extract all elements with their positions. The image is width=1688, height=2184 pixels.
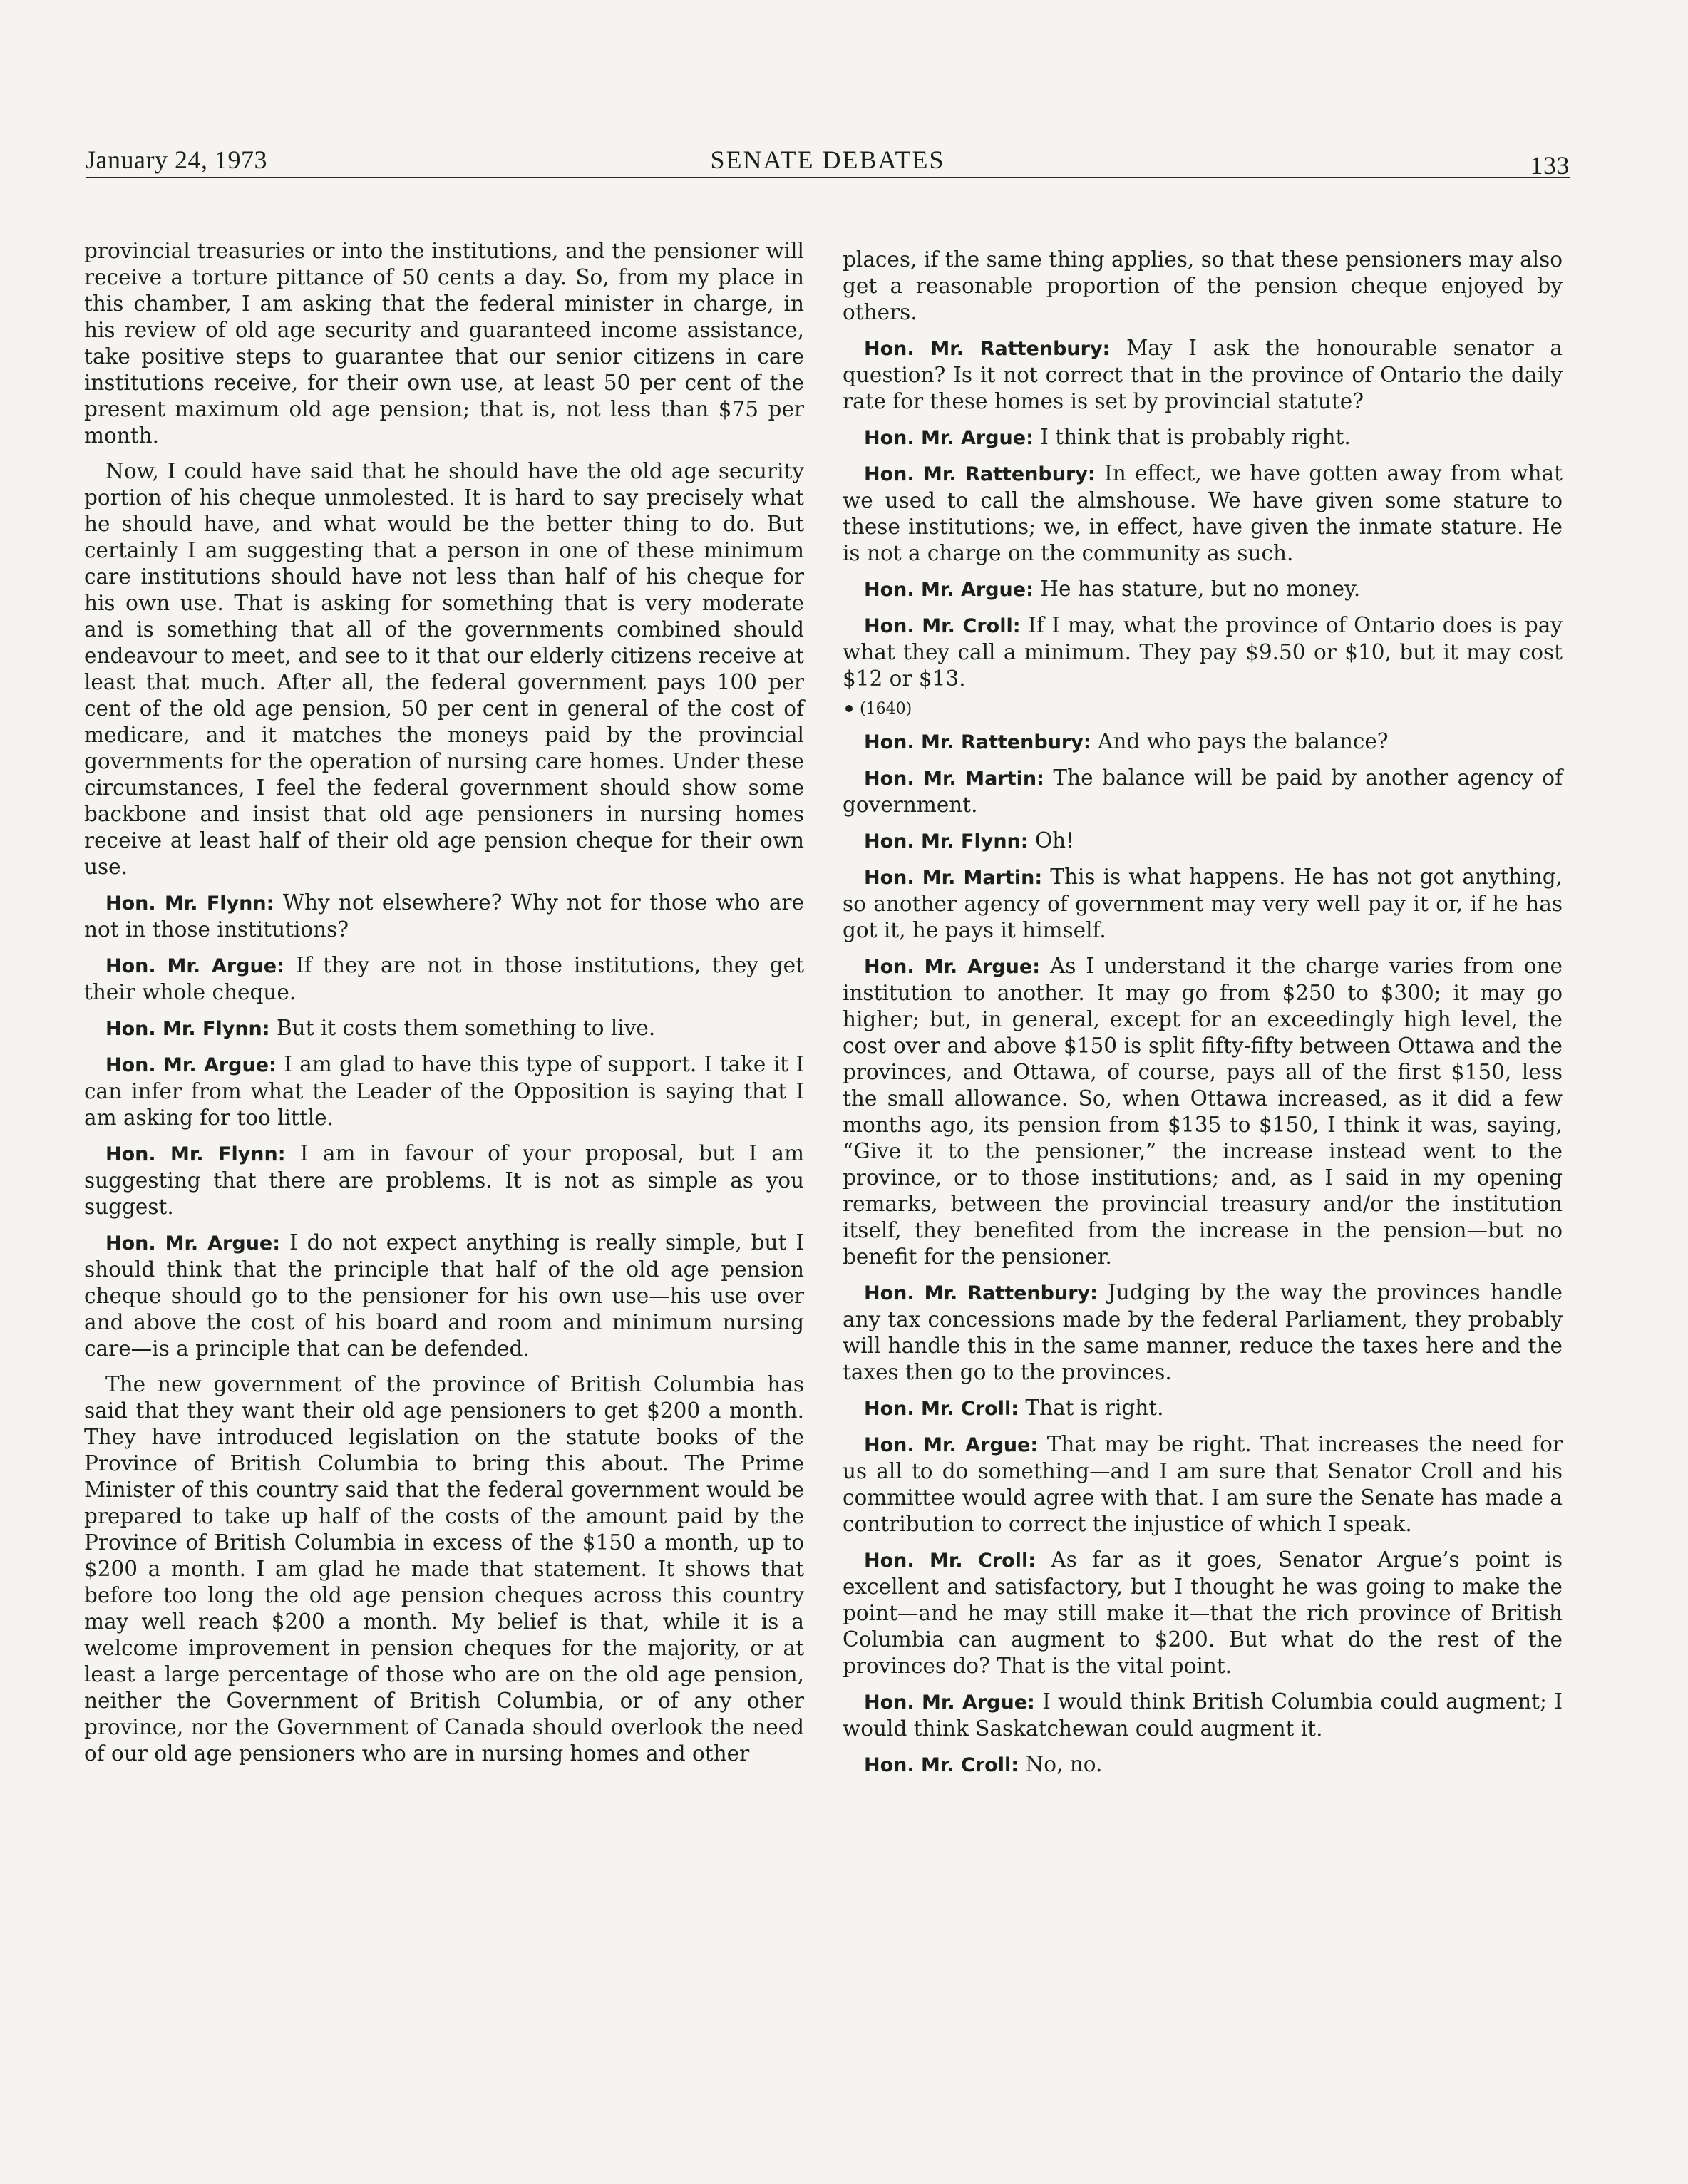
speech-paragraph: [843, 612, 1563, 692]
paragraph-text: The new government of the province of British Columbia has said that they want their old age pensioners to get $200 a month. They have introduced legislation on the statute books of the Province of British Columbia to bring this about. The Prime Minister of this country said that the federal government would be prepared to take up half of the costs of the amount paid by the Province of British Columbia in excess of the $150 a month, up to $200 a month. I am glad he made that statement. It shows that before too long the old age pension cheques across this country may well reach $200 a month. My belief is that, while it is a welcome improvement in pension cheques for the majority, or at least a large percentage of those who are on the old age pension, neither the Government of British Columbia, or of any other province, nor the Government of Canada should overlook the need of our old age pensioners who are in nursing homes and other: [84, 1372, 804, 1766]
paragraph-text: Now, I could have said that he should have the old age security portion of his cheque unmolested. It is hard to say precisely what he should have, and what would be the better thing to do. But certainly I am suggesting that a person in one of these minimum care institutions should have not less than half of his cheque for his own use. That is asking for something that is very moderate and is something that all of the governments combined should endeavour to meet, and see to it that our elderly citizens receive at least that much. After all, the federal government pays 100 per cent of the old age pension, 50 per cent in general of the cost of medicare, and it matches the moneys paid by the provincial governments for the operation of nursing care homes. Under these circumstances, I feel the federal government should show some backbone and insist that old age pensioners in nursing homes receive at least half of their old age pension cheque for their own use.: [84, 459, 804, 879]
speech-paragraph: [843, 1431, 1563, 1537]
speaker-name: Hon. Mr. Argue:: [864, 1434, 1039, 1456]
speaker-name: Hon. Mr. Flynn:: [864, 830, 1029, 853]
speech-paragraph: [843, 1689, 1563, 1742]
speaker-name: Hon. Mr. Argue:: [864, 1691, 1035, 1714]
paragraph: [84, 458, 804, 880]
speech-paragraph: [84, 1051, 804, 1131]
paragraph-text: The balance will be paid by another agency of government.: [843, 766, 1563, 817]
speech-paragraph: [843, 576, 1563, 603]
paragraph-text: And who pays the balance?: [1098, 729, 1389, 753]
left-column: [84, 238, 804, 1776]
paragraph-text: provincial treasuries or into the institutions, and the pensioner will receive a torture pittance of 50 cents a day. So, from my place in this chamber, I am asking that the federal minister in charge, in his review of old age security and guaranteed income assistance, take positive steps to guarantee that our senior citizens in care institutions receive, for their own use, at least 50 per cent of the present maximum old age pension; that is, not less than $75 per month.: [84, 239, 804, 448]
paragraph-text: May I ask the honourable senator a question? Is it not correct that in the province of Ontario the daily rate for these homes is set by provincial statute?: [843, 336, 1563, 413]
speaker-name: Hon. Mr. Croll:: [864, 1398, 1019, 1420]
paragraph-text: In effect, we have gotten away from what we used to call the almshouse. We have given some stature to these institutions; we, in effect, have given the inmate stature. He is not a charge on the community as such.: [843, 461, 1563, 565]
speaker-name: Hon. Mr. Martin:: [864, 867, 1043, 889]
paragraph-text: No, no.: [1025, 1752, 1103, 1776]
right-column: [843, 247, 1563, 1788]
page-number: 133: [1530, 151, 1570, 180]
paragraph-text: He has stature, but no money.: [1040, 577, 1361, 601]
speech-paragraph: [843, 864, 1563, 944]
speaker-name: Hon. Mr. Flynn:: [106, 1018, 270, 1040]
speaker-name: Hon. Mr. Argue:: [864, 579, 1034, 601]
speaker-name: Hon. Mr. Argue:: [864, 427, 1034, 449]
speech-paragraph: [84, 1015, 804, 1042]
paragraph-text: As I understand it the charge varies from one institution to another. It may go from $250 to $300; it may go higher; but, in general, except for an exceedingly high level, the cost over and above $150 is split fifty-fifty between Ottawa and the provinces, and Ottawa, of course, pays all of the first $150, less the small allowance. So, when Ottawa increased, as it did a few months ago, its pension from $135 to $150, I think it was, saying, “Give it to the pensioner,” the increase instead went to the province, or to those institutions; and, as I said in my opening remarks, between the provincial treasury and/or the institution itself, they benefited from the increase in the pension—but no benefit for the pensioner.: [843, 954, 1563, 1269]
time-marker-text: (1640): [860, 700, 912, 718]
speaker-name: Hon. Mr. Croll:: [864, 1754, 1019, 1776]
speaker-name: Hon. Mr. Argue:: [864, 956, 1041, 978]
paragraph-text: I would think British Columbia could augment; I would think Saskatchewan could augment it.: [843, 1689, 1563, 1741]
right-column-part-a: [843, 247, 1563, 692]
speech-paragraph: [84, 890, 804, 943]
paragraph: [84, 238, 804, 449]
speech-paragraph: [843, 953, 1563, 1270]
speaker-name: Hon. Mr. Argue:: [106, 1232, 281, 1255]
speech-paragraph: [843, 1547, 1563, 1679]
paragraph-text: If they are not in those institutions, they get their whole cheque.: [84, 953, 804, 1004]
speaker-name: Hon. Mr. Rattenbury:: [864, 731, 1091, 753]
speech-paragraph: [84, 952, 804, 1006]
paragraph: [843, 247, 1563, 326]
speaker-name: Hon. Mr. Rattenbury:: [864, 1282, 1098, 1304]
speech-paragraph: [843, 1751, 1563, 1778]
speaker-name: Hon. Mr. Rattenbury:: [864, 338, 1111, 360]
paragraph-text: But it costs them something to live.: [276, 1016, 656, 1040]
publication-title: SENATE DEBATES: [710, 145, 945, 174]
speaker-name: Hon. Mr. Flynn:: [106, 892, 274, 915]
speech-paragraph: [843, 424, 1563, 451]
running-header: [86, 143, 1570, 178]
paragraph-text: That may be right. That increases the need for us all to do something—and I am sure that Senator Croll and his committee would agree with that. I am sure the Senate has made a contribution to correct the injustice of which I speak.: [843, 1432, 1563, 1536]
speech-paragraph: [84, 1140, 804, 1220]
paragraph-text: This is what happens. He has not got anything, so another agency of government may very well pay it or, if he has got it, he pays it himself.: [843, 865, 1563, 942]
speech-paragraph: [843, 1279, 1563, 1386]
speech-paragraph: [843, 335, 1563, 415]
right-column-part-b: [843, 728, 1563, 1778]
speaker-name: Hon. Mr. Croll:: [864, 1550, 1036, 1572]
paragraph-text: I am in favour of your proposal, but I am suggesting that there are problems. It is not as simple as you suggest.: [84, 1141, 804, 1219]
paragraph-text: I do not expect anything is really simple, but I should think that the principle that half of the old age pension cheque should go to the pensioner for his own use—his use over and above the cost of his board and room and minimum nursing care—is a principle that can be defended.: [84, 1230, 804, 1361]
speaker-name: Hon. Mr. Flynn:: [106, 1143, 286, 1165]
header-date: January 24, 1973: [86, 145, 267, 174]
paragraph-text: Judging by the way the provinces handle any tax concessions made by the federal Parliament, they probably will handle this in the same manner, reduce the taxes here and the taxes then go to the provinces.: [843, 1280, 1563, 1384]
speaker-name: Hon. Mr. Martin:: [864, 768, 1044, 790]
speaker-name: Hon. Mr. Argue:: [106, 1054, 277, 1076]
paragraph: [84, 1371, 804, 1767]
speaker-name: Hon. Mr. Argue:: [106, 955, 284, 977]
speaker-name: Hon. Mr. Rattenbury:: [864, 463, 1096, 485]
speech-paragraph: [843, 765, 1563, 818]
paragraph-text: That is right.: [1025, 1396, 1164, 1420]
paragraph-text: If I may, what the province of Ontario does is pay what they call a minimum. They pay $9.50 or $10, but it may cost $12 or $13.: [843, 613, 1563, 691]
paragraph-text: Why not elsewhere? Why not for those who are not in those institutions?: [84, 890, 804, 942]
paragraph-text: As far as it goes, Senator Argue’s point is excellent and satisfactory, but I thought he was going to make the point—and he may still make it—that the rich province of British Columbia can augment to $200. But what do the rest of the provinces do? That is the vital point.: [843, 1547, 1563, 1678]
speaker-name: Hon. Mr. Croll:: [864, 615, 1021, 637]
speech-paragraph: [84, 1230, 804, 1362]
speech-paragraph: [843, 460, 1563, 567]
paragraph-text: I think that is probably right.: [1040, 425, 1351, 449]
speech-paragraph: [843, 1395, 1563, 1422]
paragraph-text: places, if the same thing applies, so that these pensioners may also get a reasonable proportion of the pension cheque enjoyed by others.: [843, 247, 1563, 324]
bullet-icon: [845, 705, 853, 712]
paragraph-text: Oh!: [1034, 828, 1074, 853]
speech-paragraph: [843, 828, 1563, 855]
time-marker: [843, 699, 1563, 720]
speech-paragraph: [843, 728, 1563, 756]
paragraph-text: I am glad to have this type of support. I take it I can infer from what the Leader of the Opposition is saying that I am asking for too little.: [84, 1052, 804, 1130]
